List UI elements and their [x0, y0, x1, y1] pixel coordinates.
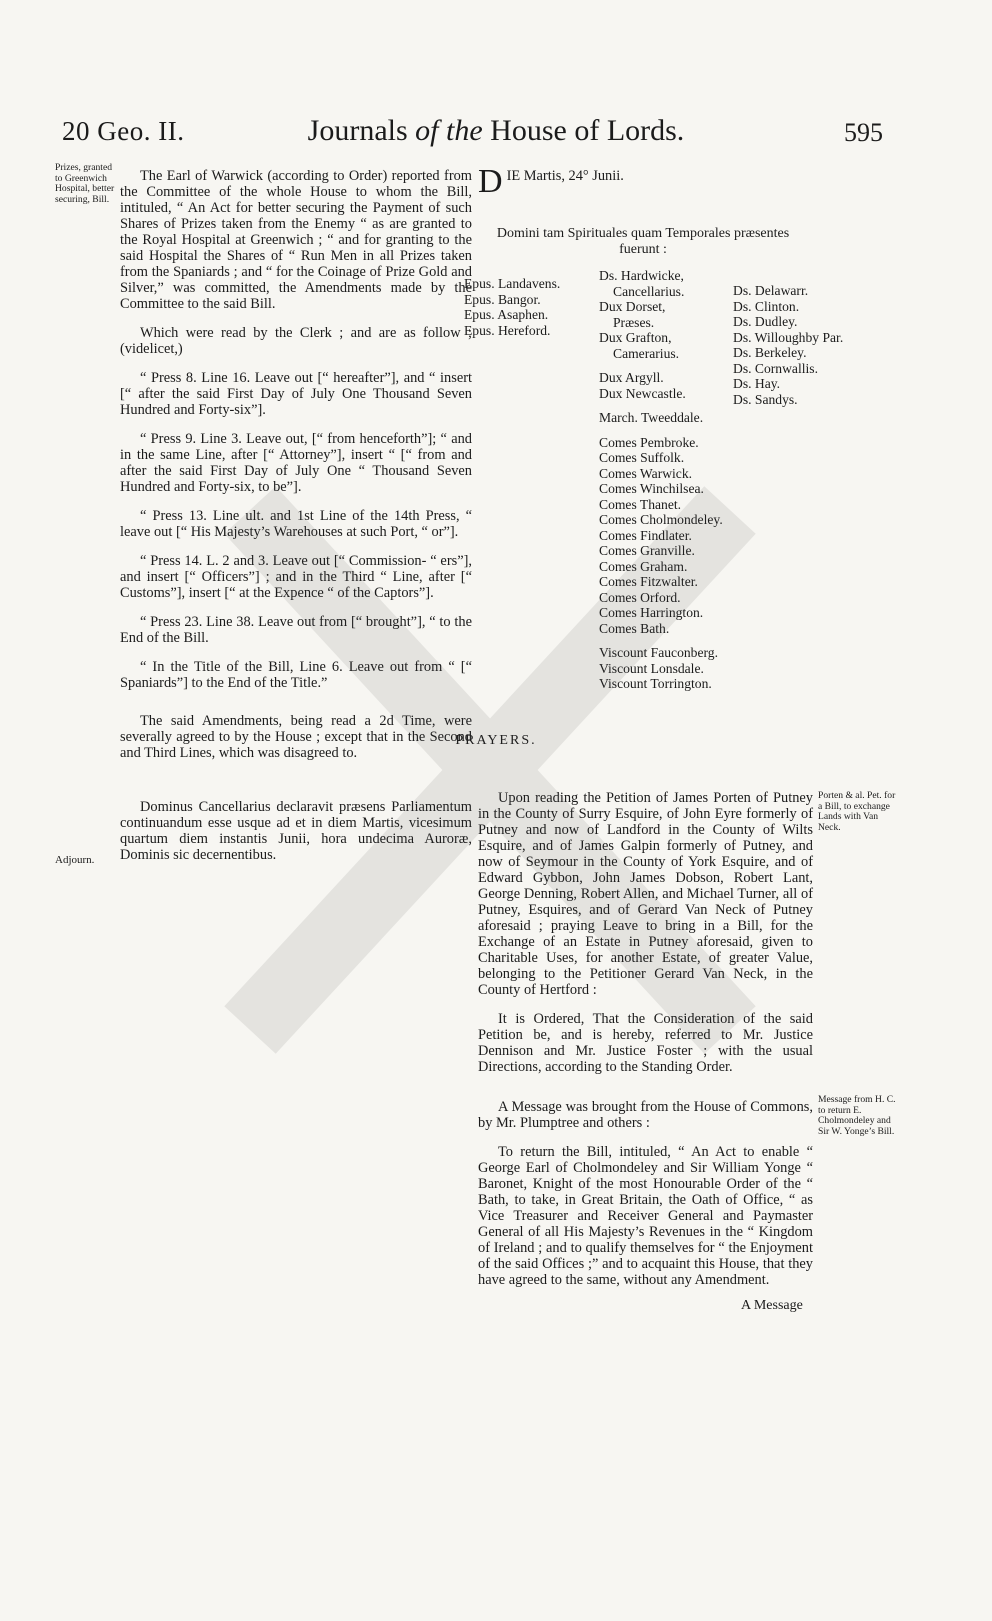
message-paragraph: A Message was brought from the House of Commons, by Mr. Plumptree and others :: [478, 1099, 813, 1131]
attendee: Comes Bath.: [599, 620, 670, 636]
right-column-heading: [478, 163, 808, 270]
attendee-office: Camerarius.: [613, 345, 680, 361]
amendment-press-14: “ Press 14. L. 2 and 3. Leave out [“ Commission- “ ers”], and insert [“ Officers”] ; and in the Third “ Line, after [“ Customs”], insert [“ at the Expence “ of the Captors”].: [120, 553, 472, 601]
attendee: Comes Graham.: [599, 558, 688, 574]
lords-present-heading: Domini tam Spirituales quam Temporales præsentes fuerunt :: [496, 226, 790, 257]
attendee: Ds. Cornwallis.: [733, 360, 818, 376]
attendee: Epus. Landavens.: [464, 276, 561, 291]
amendment-press-9: “ Press 9. Line 3. Leave out, [“ from henceforth”]; “ and in the same Line, after [“ Attorney”], insert “ [“ from and after the said First Day of July One “ Thousand Seven Hundred and Forty-six, to be”].: [120, 431, 472, 495]
attendee: Ds. Dudley.: [733, 314, 798, 329]
sitting-date-text: IE Martis, 24° Junii.: [506, 168, 624, 184]
amendment-press-13: “ Press 13. Line ult. and 1st Line of the 14th Press, “ leave out [“ His Majesty’s Warehouses at such Port, “ or”].: [120, 508, 472, 540]
attendance-bishops: [464, 276, 560, 338]
attendee: Comes Harrington.: [599, 605, 704, 620]
attendance-barons: [733, 283, 843, 407]
prayers-heading: PRAYERS.: [455, 733, 537, 748]
attendance-peers: [599, 268, 723, 692]
attendee: Epus. Asaphen.: [464, 307, 549, 322]
header-title-prefix: Journals: [307, 114, 408, 147]
adjournment-paragraph: Dominus Cancellarius declaravit præsens Parliamentum continuandum esse usque ad et in diem Martis, vicesimum quartum diem instantis Junii, hora undecima Auroræ, Dominis sic decernentibus.: [120, 799, 472, 863]
attendee: Dux Newcastle.: [599, 385, 686, 401]
page-number: 595: [844, 118, 883, 147]
margin-note-message: Message from H. C. to return E. Cholmondeley and Sir W. Yonge’s Bill.: [818, 1094, 896, 1137]
margin-note-prizes: Prizes, granted to Greenwich Hospital, better securing, Bill.: [55, 162, 115, 205]
attendee: Viscount Lonsdale.: [599, 660, 704, 676]
margin-note-porten: Porten & al. Pet. for a Bill, to exchange Lands with Van Neck.: [818, 790, 896, 833]
header-title-of: of the: [415, 114, 483, 147]
attendee: Ds. Hay.: [733, 376, 781, 391]
amendment-title: “ In the Title of the Bill, Line 6. Leave out from “ [“ Spaniards”] to the End of the Title.”: [120, 659, 472, 691]
drop-cap: D: [478, 163, 503, 200]
header-title-suffix: House of Lords.: [490, 114, 685, 147]
attendee: Comes Thanet.: [599, 496, 682, 512]
read-by-clerk-paragraph: Which were read by the Clerk ; and are as follow ; (videlicet,): [120, 325, 472, 357]
margin-note-adjourn: Adjourn.: [55, 854, 95, 866]
attendee: Ds. Hardwicke,: [599, 268, 684, 283]
amendments-agreed-paragraph: The said Amendments, being read a 2d Time, were severally agreed to by the House ; except that in the Second and Third Lines, which was disagreed to.: [120, 713, 472, 761]
attendee-office: Præses.: [613, 314, 655, 330]
attendee: Ds. Delawarr.: [733, 283, 809, 298]
porten-petition-paragraph: Upon reading the Petition of James Porten of Putney in the County of Surry Esquire, of John Eyre formerly of Putney and now of Landford in the County of Wilts Esquire, and of James Galpin formerly of Putney, and now of Seymour in the County of York Esquire, and of Edward Gybbon, John James Dobson, Robert Lant, George Denning, Robert Allen, and Michael Turner, all of Putney, Esquires, and of Gerard Van Neck of Putney aforesaid ; praying Leave to bring in a Bill, for the Exchange of an Estate in Putney aforesaid, given to Charitable Uses, for another Estate, of greater Value, belonging to the Petitioner Gerard Van Neck, in the County of Hertford :: [478, 790, 813, 998]
attendee: Epus. Bangor.: [464, 291, 541, 307]
attendee: Dux Dorset,: [599, 299, 666, 314]
attendee-office: Cancellarius.: [613, 283, 685, 299]
amendment-press-23: “ Press 23. Line 38. Leave out from [“ brought”], “ to the End of the Bill.: [120, 614, 472, 646]
sitting-date: [478, 163, 808, 200]
attendee: Comes Findlater.: [599, 527, 692, 543]
attendee: Ds. Sandys.: [733, 391, 798, 407]
ordered-paragraph: It is Ordered, That the Consideration of the said Petition be, and is hereby, referred to Mr. Justice Dennison and Mr. Justice Foster ; with the usual Directions, according to the Standing Order.: [478, 1011, 813, 1075]
header-regnal-year: 20 Geo. II.: [62, 116, 185, 146]
attendee: Comes Warwick.: [599, 465, 693, 481]
attendee: Comes Cholmondeley.: [599, 512, 723, 527]
amendment-press-8: “ Press 8. Line 16. Leave out [“ hereafter”], and “ insert [“ after the said First Day of July One Thousand Seven Hundred and Forty-six”].: [120, 370, 472, 418]
attendee: Viscount Torrington.: [599, 676, 712, 691]
attendee: Comes Granville.: [599, 543, 695, 558]
return-bill-paragraph: To return the Bill, intituled, “ An Act to enable “ George Earl of Cholmondeley and Sir William Yonge “ Baronet, Knight of the most Honourable Order of the “ Bath, to take, in Great Britain, the Oath of Office, “ as Vice Treasurer and Receiver General and Paymaster General of all His Majesty’s Revenues in the “ Kingdom of Ireland ; and to qualify themselves for “ the Enjoyment of the said Offices ;” and to acquaint this House, that they have agreed to the same, without any Amendment.: [478, 1144, 813, 1288]
attendee: Comes Suffolk.: [599, 450, 685, 465]
attendee: Epus. Hereford.: [464, 322, 551, 338]
attendee: March. Tweeddale.: [599, 410, 704, 425]
attendee: Ds. Berkeley.: [733, 345, 807, 360]
attendee: Dux Argyll.: [599, 370, 664, 385]
attendee: Comes Orford.: [599, 589, 681, 605]
report-paragraph: The Earl of Warwick (according to Order) reported from the Committee of the whole House to whom the Bill, intituled, “ An Act for better securing the Payment of such Shares of Prizes taken from the Enemy “ as are granted to the Royal Hospital at Greenwich ; “ and for granting to the said Hospital the Shares of “ Run Men in all Prizes taken from the Spaniards ; and “ for the Coinage of Prize Gold and Silver,” was committed, the Amendments made by the Committee to the said Bill.: [120, 168, 472, 312]
attendee: Ds. Willoughby Par.: [733, 329, 844, 345]
page-header: [0, 108, 992, 152]
left-column: [120, 168, 472, 876]
right-column-body: [478, 790, 813, 1301]
catchword: A Message: [741, 1298, 803, 1313]
attendee: Viscount Fauconberg.: [599, 645, 718, 660]
attendee: Comes Pembroke.: [599, 434, 699, 450]
attendee: Ds. Clinton.: [733, 298, 800, 314]
attendee: Comes Winchilsea.: [599, 481, 704, 496]
attendee: Dux Grafton,: [599, 330, 672, 345]
attendee: Comes Fitzwalter.: [599, 574, 698, 589]
